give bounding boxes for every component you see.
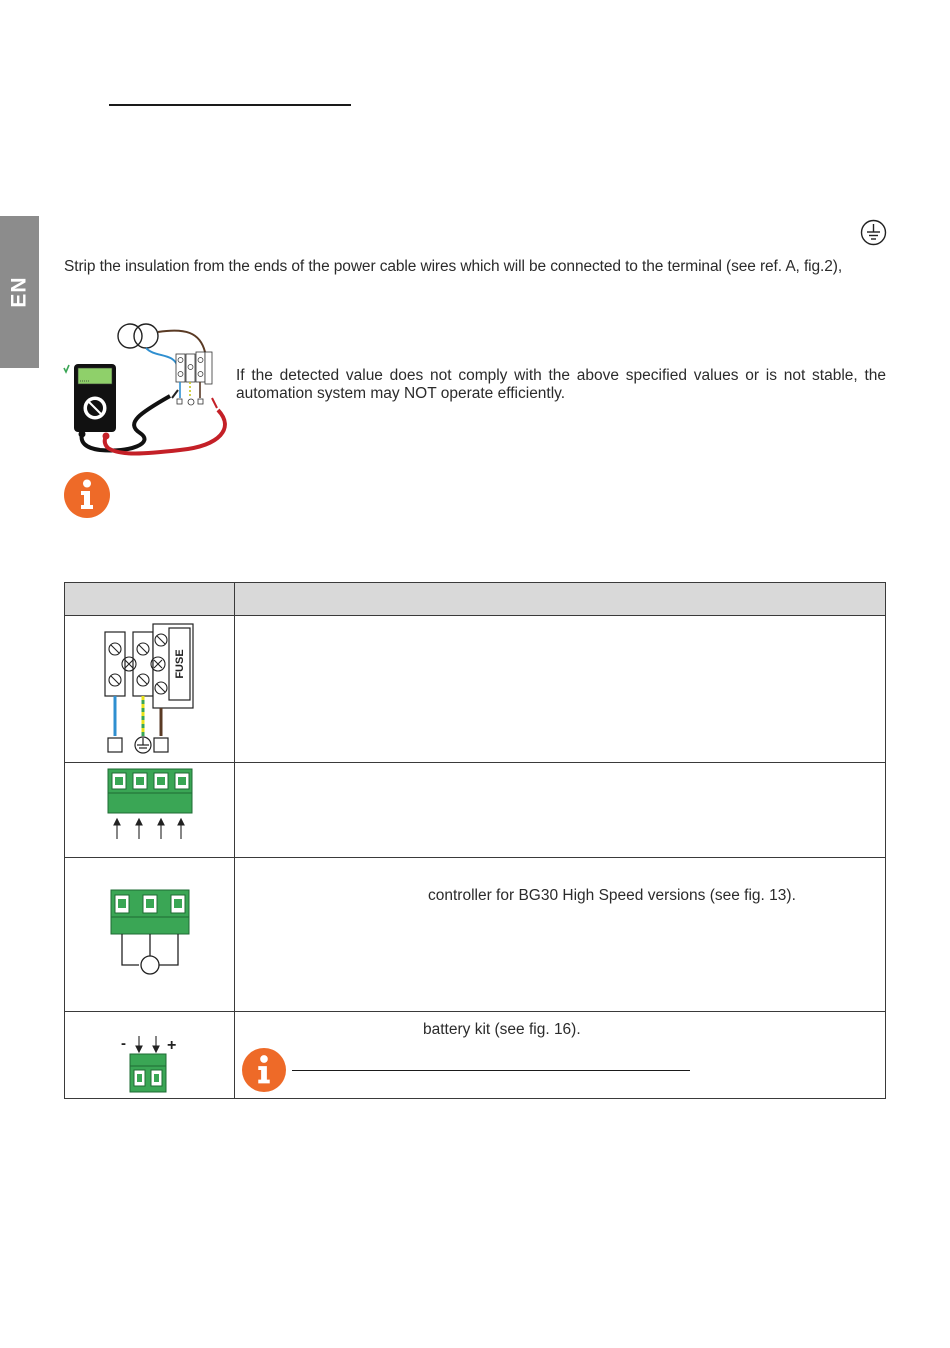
table-row-description: controller for BG30 High Speed versions (see fig. 13). bbox=[428, 887, 796, 904]
multimeter-figure bbox=[60, 318, 235, 464]
polarity-plus-label: + bbox=[167, 1037, 177, 1054]
info-icon bbox=[242, 1048, 286, 1092]
table-row bbox=[65, 1012, 886, 1099]
controller-row-cell bbox=[235, 858, 886, 1012]
table-header-row bbox=[65, 583, 886, 616]
language-tab-label: EN bbox=[7, 276, 31, 308]
table-row bbox=[65, 763, 886, 858]
earth-symbol-icon bbox=[860, 219, 887, 246]
strip-insulation-text: Strip the insulation from the ends of the power cable wires which will be connected to the terminal (see ref. A, fig.2), bbox=[64, 258, 843, 275]
polarity-minus-label: - bbox=[121, 1035, 126, 1052]
battery-terminal-figure bbox=[65, 1012, 235, 1099]
language-tab bbox=[0, 216, 39, 368]
four-pole-terminal-figure bbox=[65, 763, 235, 858]
battery-row-cell bbox=[235, 1012, 886, 1099]
note-rule bbox=[292, 1070, 690, 1071]
warning-note-text: If the detected value does not comply with the above specified values or is not stable, the automation system may NOT operate efficiently. bbox=[236, 367, 886, 402]
fuse-label: FUSE bbox=[174, 649, 186, 679]
info-icon bbox=[64, 472, 110, 518]
table-row-description: battery kit (see fig. 16). bbox=[423, 1021, 581, 1038]
table-header-cell bbox=[65, 583, 235, 616]
table-header-cell bbox=[235, 583, 886, 616]
table-row bbox=[65, 858, 886, 1012]
table-row bbox=[65, 616, 886, 763]
power-terminal-figure bbox=[65, 616, 235, 763]
table-row-description bbox=[235, 763, 886, 858]
table-row-description bbox=[235, 616, 886, 763]
header-rule bbox=[109, 104, 351, 106]
three-pole-terminal-figure bbox=[65, 858, 235, 1012]
terminals-table bbox=[64, 582, 886, 1099]
